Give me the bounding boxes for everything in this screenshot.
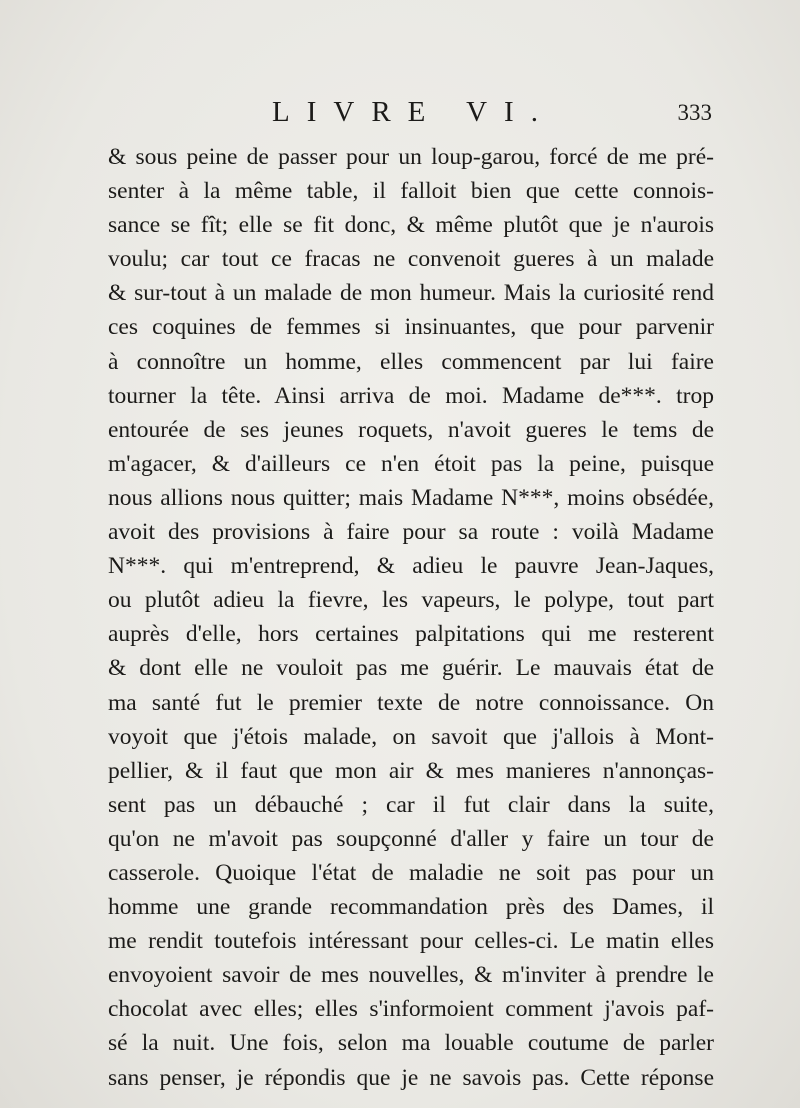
text-line: ma santé fut le premier texte de notre connoissance. On <box>108 689 714 716</box>
text-line: à connoître un homme, elles commencent par lui faire <box>108 348 714 375</box>
text-line: nous allions nous quitter; mais Madame N***, moins obsédée, <box>108 484 714 511</box>
text-line: homme une grande recommandation près des Dames, il <box>108 894 714 921</box>
running-title: LIVRE VI. <box>272 96 555 128</box>
text-line: m'agacer, & d'ailleurs ce n'en étoit pas la peine, puisque <box>108 450 714 477</box>
text-line: voulu; car tout ce fracas ne convenoit gueres à un malade <box>108 246 714 273</box>
text-line: sé la nuit. Une fois, selon ma louable coutume de parler <box>108 1030 714 1057</box>
page-header <box>0 96 800 136</box>
text-line: me rendit toutefois intéressant pour celles-ci. Le matin elles <box>108 928 714 955</box>
text-line: ces coquines de femmes si insinuantes, que pour parvenir <box>108 314 714 341</box>
text-line: N***. qui m'entreprend, & adieu le pauvre Jean-Jaques, <box>108 553 714 580</box>
body-text <box>108 140 714 1095</box>
text-line: auprès d'elle, hors certaines palpitations qui me resterent <box>108 621 714 648</box>
text-line: casserole. Quoique l'état de maladie ne soit pas pour un <box>108 859 714 886</box>
text-line: entourée de ses jeunes roquets, n'avoit gueres le tems de <box>108 416 714 443</box>
text-line: & sur-tout à un malade de mon humeur. Mais la curiosité rend <box>108 280 714 307</box>
text-line: & sous peine de passer pour un loup-garou, forcé de me pré- <box>108 144 714 170</box>
text-line: qu'on ne m'avoit pas soupçonné d'aller y faire un tour de <box>108 825 714 852</box>
text-line: sance se fît; elle se fit donc, & même plutôt que je n'aurois <box>108 212 714 239</box>
text-line: envoyoient savoir de mes nouvelles, & m'inviter à prendre le <box>108 962 714 989</box>
text-line: tourner la tête. Ainsi arriva de moi. Madame de***. trop <box>108 382 714 409</box>
text-line: ou plutôt adieu la fievre, les vapeurs, le polype, tout part <box>108 587 714 614</box>
text-line: & dont elle ne vouloit pas me guérir. Le mauvais état de <box>108 655 714 682</box>
page-number: 333 <box>677 100 712 125</box>
text-line: pellier, & il faut que mon air & mes manieres n'annonças- <box>108 757 714 784</box>
text-line: sent pas un débauché ; car il fut clair dans la suite, <box>108 791 714 818</box>
text-line: avoit des provisions à faire pour sa route : voilà Madame <box>108 519 714 546</box>
text-line: chocolat avec elles; elles s'informoient comment j'avois paf- <box>108 996 714 1023</box>
text-line: sans penser, je répondis que je ne savois pas. Cette réponse <box>108 1064 714 1091</box>
text-line: voyoit que j'étois malade, on savoit que j'allois à Mont- <box>108 723 714 750</box>
text-line: senter à la même table, il falloit bien que cette connois- <box>108 178 714 205</box>
